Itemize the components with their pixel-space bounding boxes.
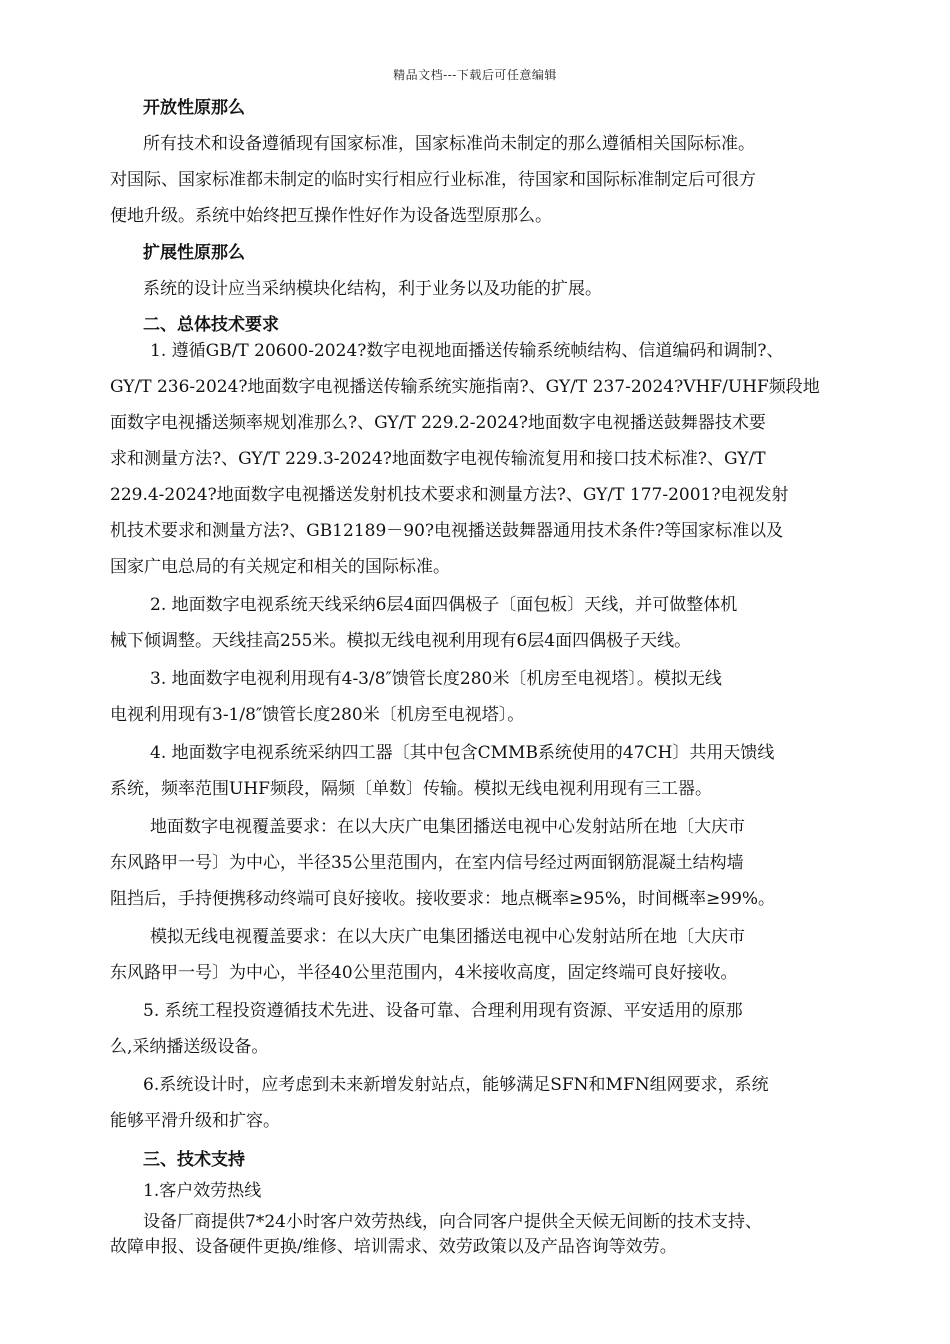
paragraph-line: 地面数字电视覆盖要求：在以大庆广电集团播送电视中心发射站所在地〔大庆市: [150, 817, 745, 837]
paragraph-line: 便地升级。系统中始终把互操作性好作为设备选型原那么。: [110, 206, 552, 226]
paragraph-line: 对国际、国家标准都未制定的临时实行相应行业标准，待国家和国际标准制定后可很方: [110, 170, 756, 190]
paragraph-line: 229.4-2024?地面数字电视播送发射机技术要求和测量方法?、GY/T 177-2001?电视发射: [110, 485, 789, 505]
paragraph-line: 电视利用现有3-1/8″馈管长度280米〔机房至电视塔〕。: [110, 705, 525, 725]
paragraph-line: 1. 遵循GB/T 20600-2024?数字电视地面播送传输系统帧结构、信道编码和调制?、: [150, 341, 784, 361]
paragraph-line: 故障申报、设备硬件更换/维修、培训需求、效劳政策以及产品咨询等效劳。: [110, 1237, 677, 1257]
paragraph-line: 6.系统设计时，应考虑到未来新增发射站点，能够满足SFN和MFN组网要求，系统: [143, 1075, 769, 1095]
paragraph-line: 所有技术和设备遵循现有国家标准，国家标准尚未制定的那么遵循相关国际标准。: [143, 134, 755, 154]
heading-extensibility: 扩展性原那么: [143, 243, 245, 263]
paragraph-line: 5. 系统工程投资遵循技术先进、设备可靠、合理利用现有资源、平安适用的原那: [143, 1001, 743, 1021]
paragraph-line: 面数字电视播送频率规划准那么?、GY/T 229.2-2024?地面数字电视播送鼓舞器技术要: [110, 413, 766, 433]
paragraph-line: 阻挡后，手持便携移动终端可良好接收。接收要求：地点概率≥95%，时间概率≥99%。: [110, 889, 776, 909]
heading-technical-support: 三、技术支持: [143, 1150, 245, 1170]
subheading-hotline: 1.客户效劳热线: [143, 1181, 262, 1201]
paragraph-line: 求和测量方法?、GY/T 229.3-2024?地面数字电视传输流复用和接口技术标准?、GY/T: [110, 449, 766, 469]
paragraph-line: GY/T 236-2024?地面数字电视播送传输系统实施指南?、GY/T 237-2024?VHF/UHF频段地: [110, 377, 820, 397]
paragraph-line: 2. 地面数字电视系统天线采纳6层4面四偶极子〔面包板〕天线，并可做整体机: [150, 595, 738, 615]
paragraph-line: 模拟无线电视覆盖要求：在以大庆广电集团播送电视中心发射站所在地〔大庆市: [150, 927, 745, 947]
paragraph-line: 设备厂商提供7*24小时客户效劳热线，向合同客户提供全天候无间断的技术支持、: [143, 1212, 762, 1232]
paragraph-line: 能够平滑升级和扩容。: [110, 1111, 280, 1131]
paragraph-line: 东风路甲一号〕为中心，半径35公里范围内，在室内信号经过两面钢筋混凝土结构墙: [110, 853, 744, 873]
page-header: 精品文档---下载后可任意编辑: [393, 68, 557, 82]
paragraph-line: 东风路甲一号〕为中心，半径40公里范围内，4米接收高度，固定终端可良好接收。: [110, 963, 738, 983]
paragraph-line: 4. 地面数字电视系统采纳四工器〔其中包含CMMB系统使用的47CH〕共用天馈线: [150, 743, 775, 763]
paragraph-line: 机技术要求和测量方法?、GB12189－90?电视播送鼓舞器通用技术条件?等国家标准以及: [110, 521, 784, 541]
paragraph-line: 国家广电总局的有关规定和相关的国际标准。: [110, 557, 450, 577]
paragraph-line: 么,采纳播送级设备。: [110, 1037, 269, 1057]
paragraph-line: 系统的设计应当采纳模块化结构，利于业务以及功能的扩展。: [143, 279, 602, 299]
heading-openness: 开放性原那么: [143, 98, 245, 118]
paragraph-line: 械下倾调整。天线挂高255米。模拟无线电视利用现有6层4面四偶极子天线。: [110, 631, 692, 651]
heading-overall-requirements: 二、总体技术要求: [143, 315, 279, 335]
paragraph-line: 3. 地面数字电视利用现有4-3/8″馈管长度280米〔机房至电视塔〕。模拟无线: [150, 669, 722, 689]
paragraph-line: 系统，频率范围UHF频段，隔频〔单数〕传输。模拟无线电视利用现有三工器。: [110, 779, 712, 799]
